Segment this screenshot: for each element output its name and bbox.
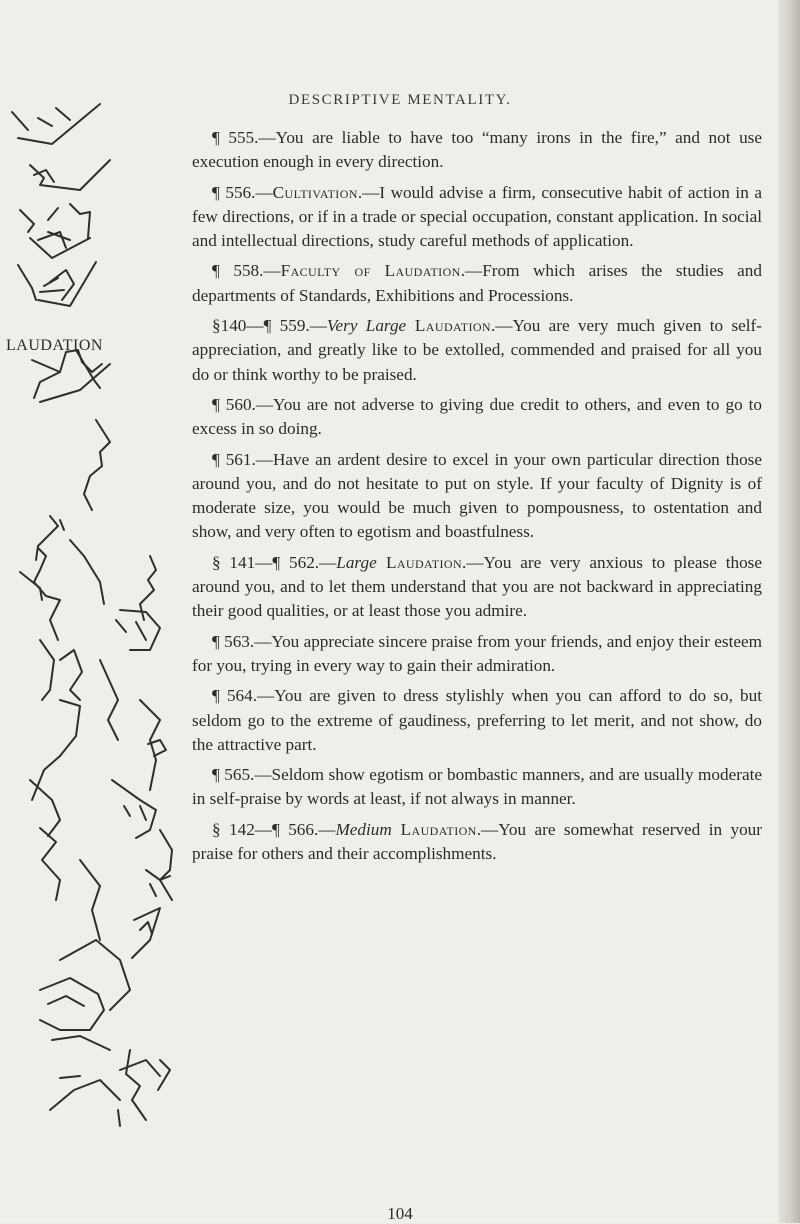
paragraph-560	[192, 393, 762, 442]
heading-small-caps: Faculty of Laudation	[280, 261, 461, 281]
paragraph-text: ¶ 560.—You are not adverse to giving due credit to others, and even to go to excess in so doing.	[192, 394, 762, 439]
paragraph-562	[192, 551, 762, 624]
paragraph-text: .—You are very anxious to please those around you, and to let them understand that you are not backward in appreciating their good qualities, or at least those you admire.	[192, 552, 762, 621]
heading-small-caps: Laudation	[376, 552, 463, 572]
paragraph-text: .—You are very much given to self-appreciation, and greatly like to be extolled, commended and praised for all you do or think worthy to be praised.	[192, 316, 762, 384]
heading-small-caps: Cultivation	[272, 182, 358, 202]
paragraph-text: ¶ 565.—Seldom show egotism or bombastic manners, and are usually moderate in self-praise by words at least, if not always in manner.	[192, 765, 762, 809]
paragraph-text: ¶ 563.—You appreciate sincere praise from your friends, and enjoy their esteem for you, trying in every way to gain their admiration.	[192, 631, 762, 675]
paragraph-number: § 142—¶ 566.—	[212, 819, 336, 839]
paragraph-563	[192, 630, 762, 679]
paragraph-564	[192, 684, 762, 757]
page-number: 104	[387, 1204, 413, 1223]
paragraph-text: ¶ 561.—Have an ardent desire to excel in your own particular direction those around you, and do not hesitate to put on style. If your faculty of Dignity is of moderate size, you would be much given to pompousness, to ostentation and show, and very often to egotism and boastfulness.	[192, 449, 762, 542]
paragraph-text: .—From which arises the studies and departments of Standards, Exhibitions and Processions.	[192, 261, 762, 305]
paragraph-text: .—You are somewhat reserved in your praise for others and their accomplishments.	[192, 819, 762, 864]
heading-italic: Large	[336, 552, 377, 572]
page-edge	[778, 0, 800, 1223]
running-head: DESCRIPTIVE MENTALITY.	[288, 92, 512, 108]
paragraph-566	[192, 818, 762, 867]
paragraph-565	[192, 763, 762, 812]
heading-small-caps: Laudation	[406, 316, 491, 336]
paragraph-text: .—I would advise a firm, consecutive habit of action in a few directions, or if in a trade or special occupation, constant application. In social and intellectual directions, study careful methods of application.	[192, 182, 762, 251]
paragraph-number: ¶ 558.—	[212, 261, 281, 281]
paragraph-number: ¶ 556.—	[212, 182, 273, 202]
heading-italic: Very Large	[326, 316, 407, 336]
paragraph-556	[192, 181, 762, 254]
page-body-text	[192, 126, 762, 872]
paragraph-number: § 141—¶ 562.—	[212, 552, 337, 572]
paragraph-555	[192, 126, 762, 175]
heading-small-caps: Laudation	[391, 819, 477, 839]
paragraph-text: ¶ 564.—You are given to dress stylishly when you can afford to do so, but seldom go to the extreme of gaudiness, preferring to let merit, and not show, do the attractive part.	[192, 686, 762, 754]
paragraph-558	[192, 259, 762, 308]
paragraph-number: §140—¶ 559.—	[212, 316, 327, 336]
paragraph-559	[192, 314, 762, 387]
phrenology-margin-illustrations	[0, 0, 190, 1223]
heading-italic: Medium	[335, 819, 392, 839]
margin-label-laudation: LAUDATION	[6, 337, 103, 354]
paragraph-text: ¶ 555.—You are liable to have too “many irons in the fire,” and not use execution enough in every direction.	[192, 128, 762, 172]
paragraph-561	[192, 448, 762, 545]
